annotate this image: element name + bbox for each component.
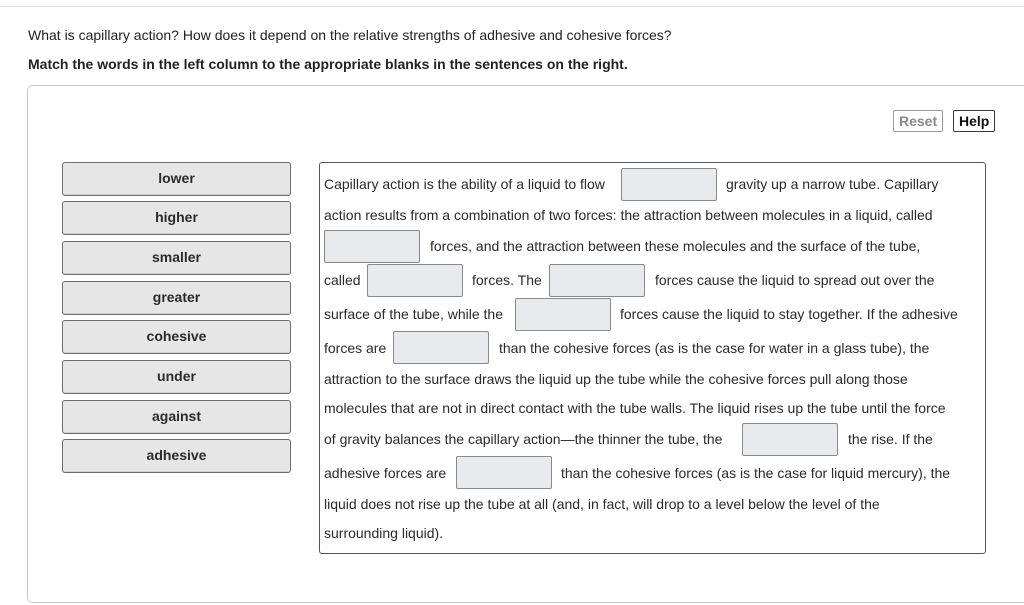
sentence-text: forces are	[324, 340, 387, 356]
word-tile-lower[interactable]: lower	[62, 162, 291, 196]
instruction-text: Match the words in the left column to the appropriate blanks in the sentences on the right.	[28, 56, 628, 72]
sentence-text: molecules that are not in direct contact with the tube walls. The liquid rises up the tube until the force	[324, 400, 946, 416]
word-tile-smaller[interactable]: smaller	[62, 241, 291, 275]
drop-blank-6[interactable]	[393, 331, 489, 364]
drop-blank-1[interactable]	[621, 168, 717, 201]
word-tile-greater[interactable]: greater	[62, 281, 291, 315]
sentence-text: forces, and the attraction between these molecules and the surface of the tube,	[430, 238, 921, 254]
top-divider	[0, 6, 1024, 7]
drop-blank-2[interactable]	[324, 230, 420, 263]
word-tile-cohesive[interactable]: cohesive	[62, 320, 291, 354]
sentence-text: attraction to the surface draws the liquid up the tube while the cohesive forces pull along those	[324, 371, 908, 387]
sentence-text: Capillary action is the ability of a liquid to flow	[324, 176, 605, 192]
sentence-text: forces cause the liquid to stay together. If the adhesive	[620, 306, 958, 322]
word-tile-higher[interactable]: higher	[62, 201, 291, 235]
sentence-text: than the cohesive forces (as is the case for water in a glass tube), the	[499, 340, 930, 356]
word-tile-against[interactable]: against	[62, 400, 291, 434]
sentence-text: the rise. If the	[848, 431, 933, 447]
word-tile-under[interactable]: under	[62, 360, 291, 394]
sentence-text: action results from a combination of two forces: the attraction between molecules in a liquid, called	[324, 207, 933, 223]
drop-blank-7[interactable]	[742, 423, 838, 456]
sentence-text: adhesive forces are	[324, 465, 447, 481]
word-tile-adhesive[interactable]: adhesive	[62, 439, 291, 473]
drop-blank-5[interactable]	[515, 298, 611, 331]
help-button[interactable]: Help	[953, 110, 995, 132]
sentence-text: forces. The	[472, 272, 542, 288]
sentence-text: liquid does not rise up the tube at all (and, in fact, will drop to a level below the level of the	[324, 496, 880, 512]
drop-blank-8[interactable]	[456, 456, 552, 489]
sentence-text: of gravity balances the capillary action—the thinner the tube, the	[324, 431, 723, 447]
drop-blank-3[interactable]	[367, 264, 463, 297]
sentence-text: forces cause the liquid to spread out over the	[655, 272, 935, 288]
sentence-text: surrounding liquid).	[324, 525, 444, 541]
sentence-text: surface of the tube, while the	[324, 306, 503, 322]
sentence-text: called	[324, 272, 361, 288]
sentence-text: than the cohesive forces (as is the case for liquid mercury), the	[561, 465, 951, 481]
drop-blank-4[interactable]	[549, 264, 645, 297]
reset-button[interactable]: Reset	[893, 110, 943, 132]
sentence-text: gravity up a narrow tube. Capillary	[726, 176, 939, 192]
question-text: What is capillary action? How does it depend on the relative strengths of adhesive and cohesive forces?	[28, 27, 672, 43]
